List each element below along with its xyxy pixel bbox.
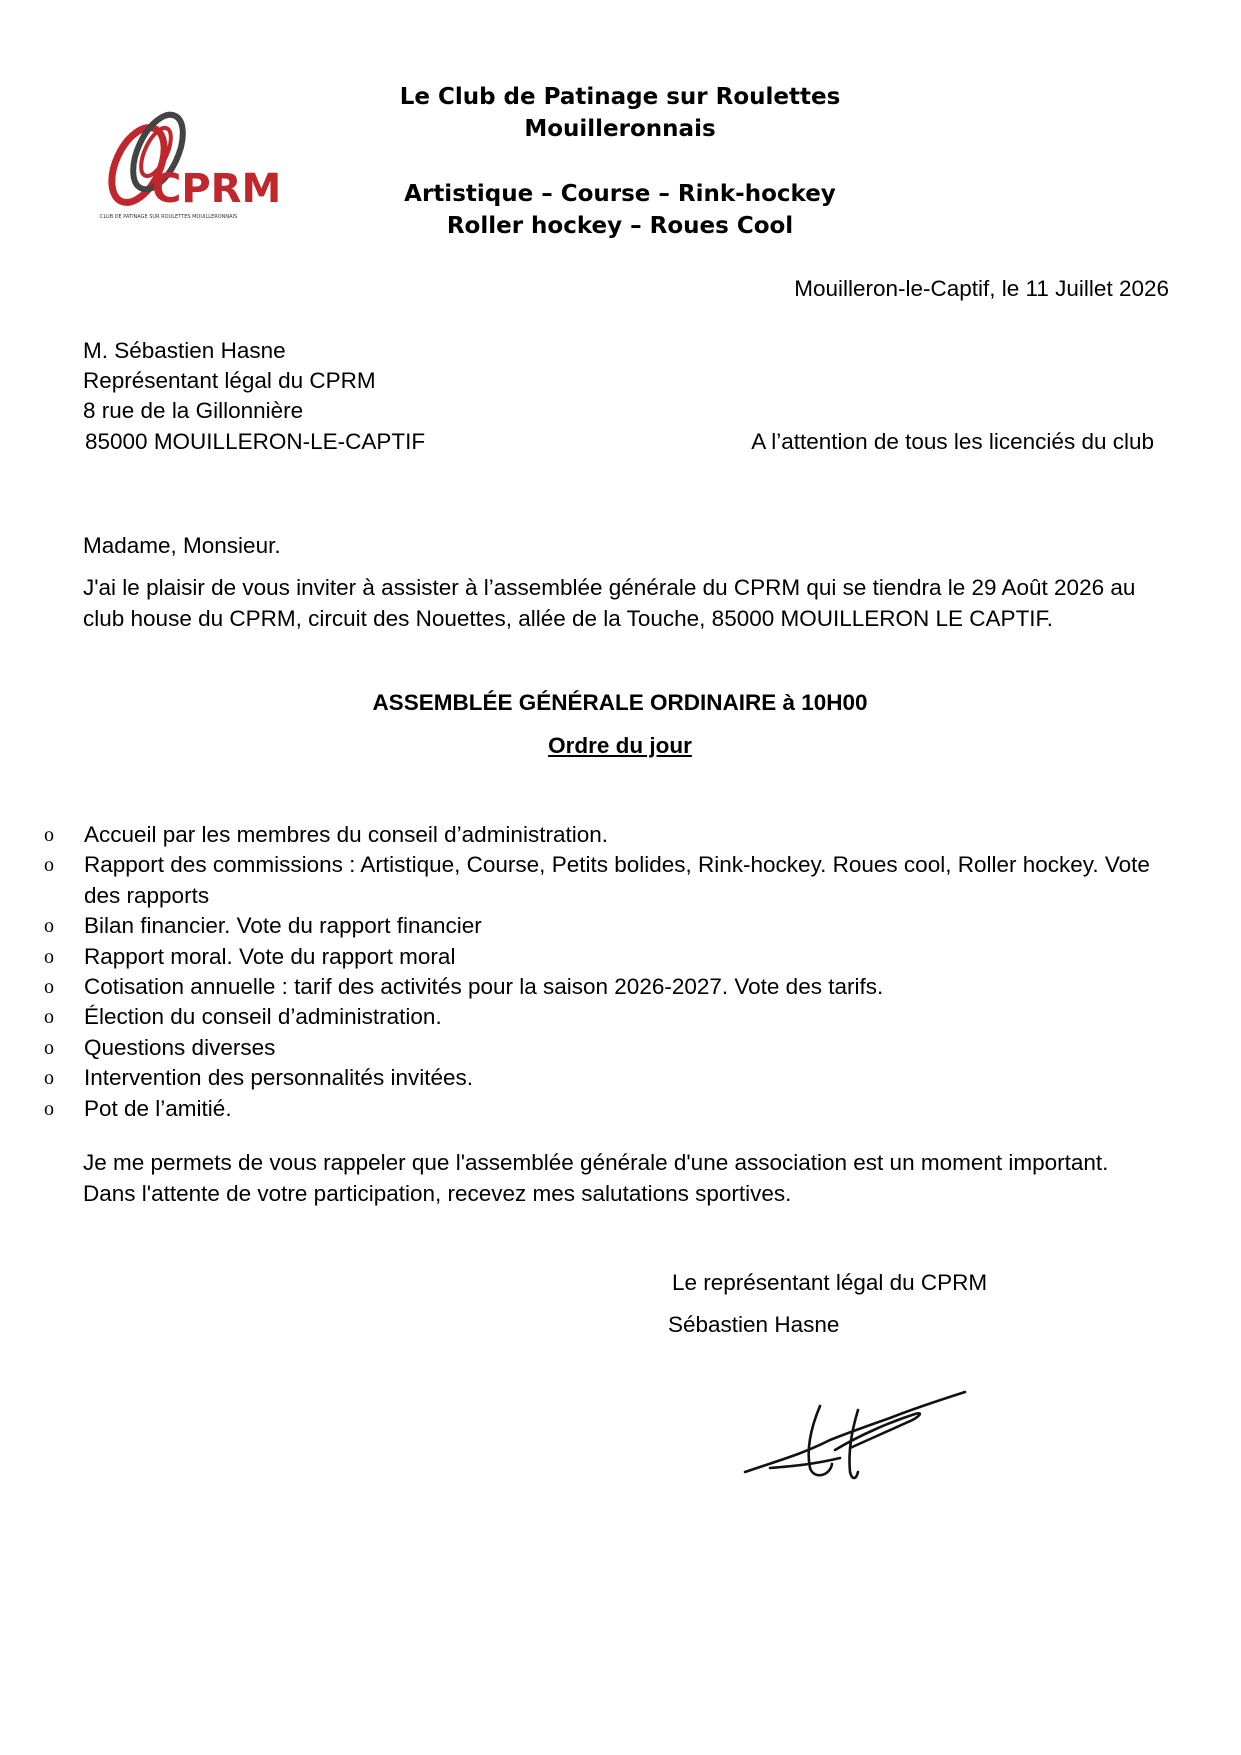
agenda-item: o Pot de l’amitié. xyxy=(44,1094,1164,1124)
handwritten-signature xyxy=(740,1380,970,1490)
agenda-item: o Bilan financier. Vote du rapport financier xyxy=(44,911,1164,941)
bullet-icon: o xyxy=(44,915,54,938)
closing-line1: Je me permets de vous rappeler que l'assemblée générale d'une association est un moment important. xyxy=(83,1150,1109,1175)
agenda-item: o Questions diverses xyxy=(44,1033,1164,1063)
sender-city: 85000 MOUILLERON-LE-CAPTIF xyxy=(85,429,426,454)
agenda-item: o Cotisation annuelle : tarif des activités pour la saison 2026-2027. Vote des tarifs. xyxy=(44,972,1164,1002)
club-name-line2: Mouilleronnais xyxy=(524,116,716,142)
date-line: Mouilleron-le-Captif, le 11 Juillet 2026 xyxy=(794,276,1169,301)
club-activities-line1: Artistique – Course – Rink-hockey xyxy=(404,181,836,207)
agenda-list xyxy=(44,820,1164,1124)
meeting-title: ASSEMBLÉE GÉNÉRALE ORDINAIRE à 10H00 xyxy=(372,690,868,715)
bullet-icon: o xyxy=(44,1067,54,1090)
bullet-icon: o xyxy=(44,1097,54,1120)
logo-text: CPRM xyxy=(152,166,282,212)
bullet-icon: o xyxy=(44,824,54,846)
attention-line: A l’attention de tous les licenciés du club xyxy=(751,429,1154,454)
agenda-item: o Élection du conseil d’administration. xyxy=(44,1002,1164,1032)
logo-tagline: CLUB DE PATINAGE SUR ROULETTES MOUILLERONNAIS xyxy=(100,214,238,220)
sender-name: M. Sébastien Hasne xyxy=(83,338,286,363)
bullet-icon: o xyxy=(44,976,54,999)
agenda-item: o Rapport moral. Vote du rapport moral xyxy=(44,942,1164,972)
club-activities-line2: Roller hockey – Roues Cool xyxy=(446,213,794,239)
agenda-item: o Intervention des personnalités invitées. xyxy=(44,1063,1164,1093)
agenda-title: Ordre du jour xyxy=(548,733,692,758)
bullet-icon: o xyxy=(44,1036,54,1059)
salutation: Madame, Monsieur. xyxy=(83,533,281,558)
agenda-item: o Rapport des commissions : Artistique, Course, Petits bolides, Rink-hockey. Roues cool, Roller hockey. Vote des rapports xyxy=(44,852,1150,908)
sender-street: 8 rue de la Gillonnière xyxy=(83,398,304,423)
bullet-icon: o xyxy=(44,945,54,968)
signature-name: Sébastien Hasne xyxy=(668,1312,840,1337)
club-name-line1: Le Club de Patinage sur Roulettes xyxy=(399,84,841,110)
cprm-logo-graphic xyxy=(100,90,290,230)
club-logo xyxy=(100,90,290,230)
sender-title: Représentant légal du CPRM xyxy=(83,368,376,393)
closing-line2: Dans l'attente de votre participation, recevez mes salutations sportives. xyxy=(83,1181,792,1206)
signature-title: Le représentant légal du CPRM xyxy=(672,1270,988,1295)
agenda-item: o Accueil par les membres du conseil d’administration. xyxy=(44,820,1164,850)
bullet-icon: o xyxy=(44,1006,54,1029)
bullet-icon: o xyxy=(44,854,54,877)
intro-paragraph: J'ai le plaisir de vous inviter à assister à l’assemblée générale du CPRM qui se tiendra le 29 Août 2026 au club house du CPRM, circuit des Nouettes, allée de la Touche, 85000 MOUILLERON LE CAPTIF. xyxy=(83,575,1136,631)
